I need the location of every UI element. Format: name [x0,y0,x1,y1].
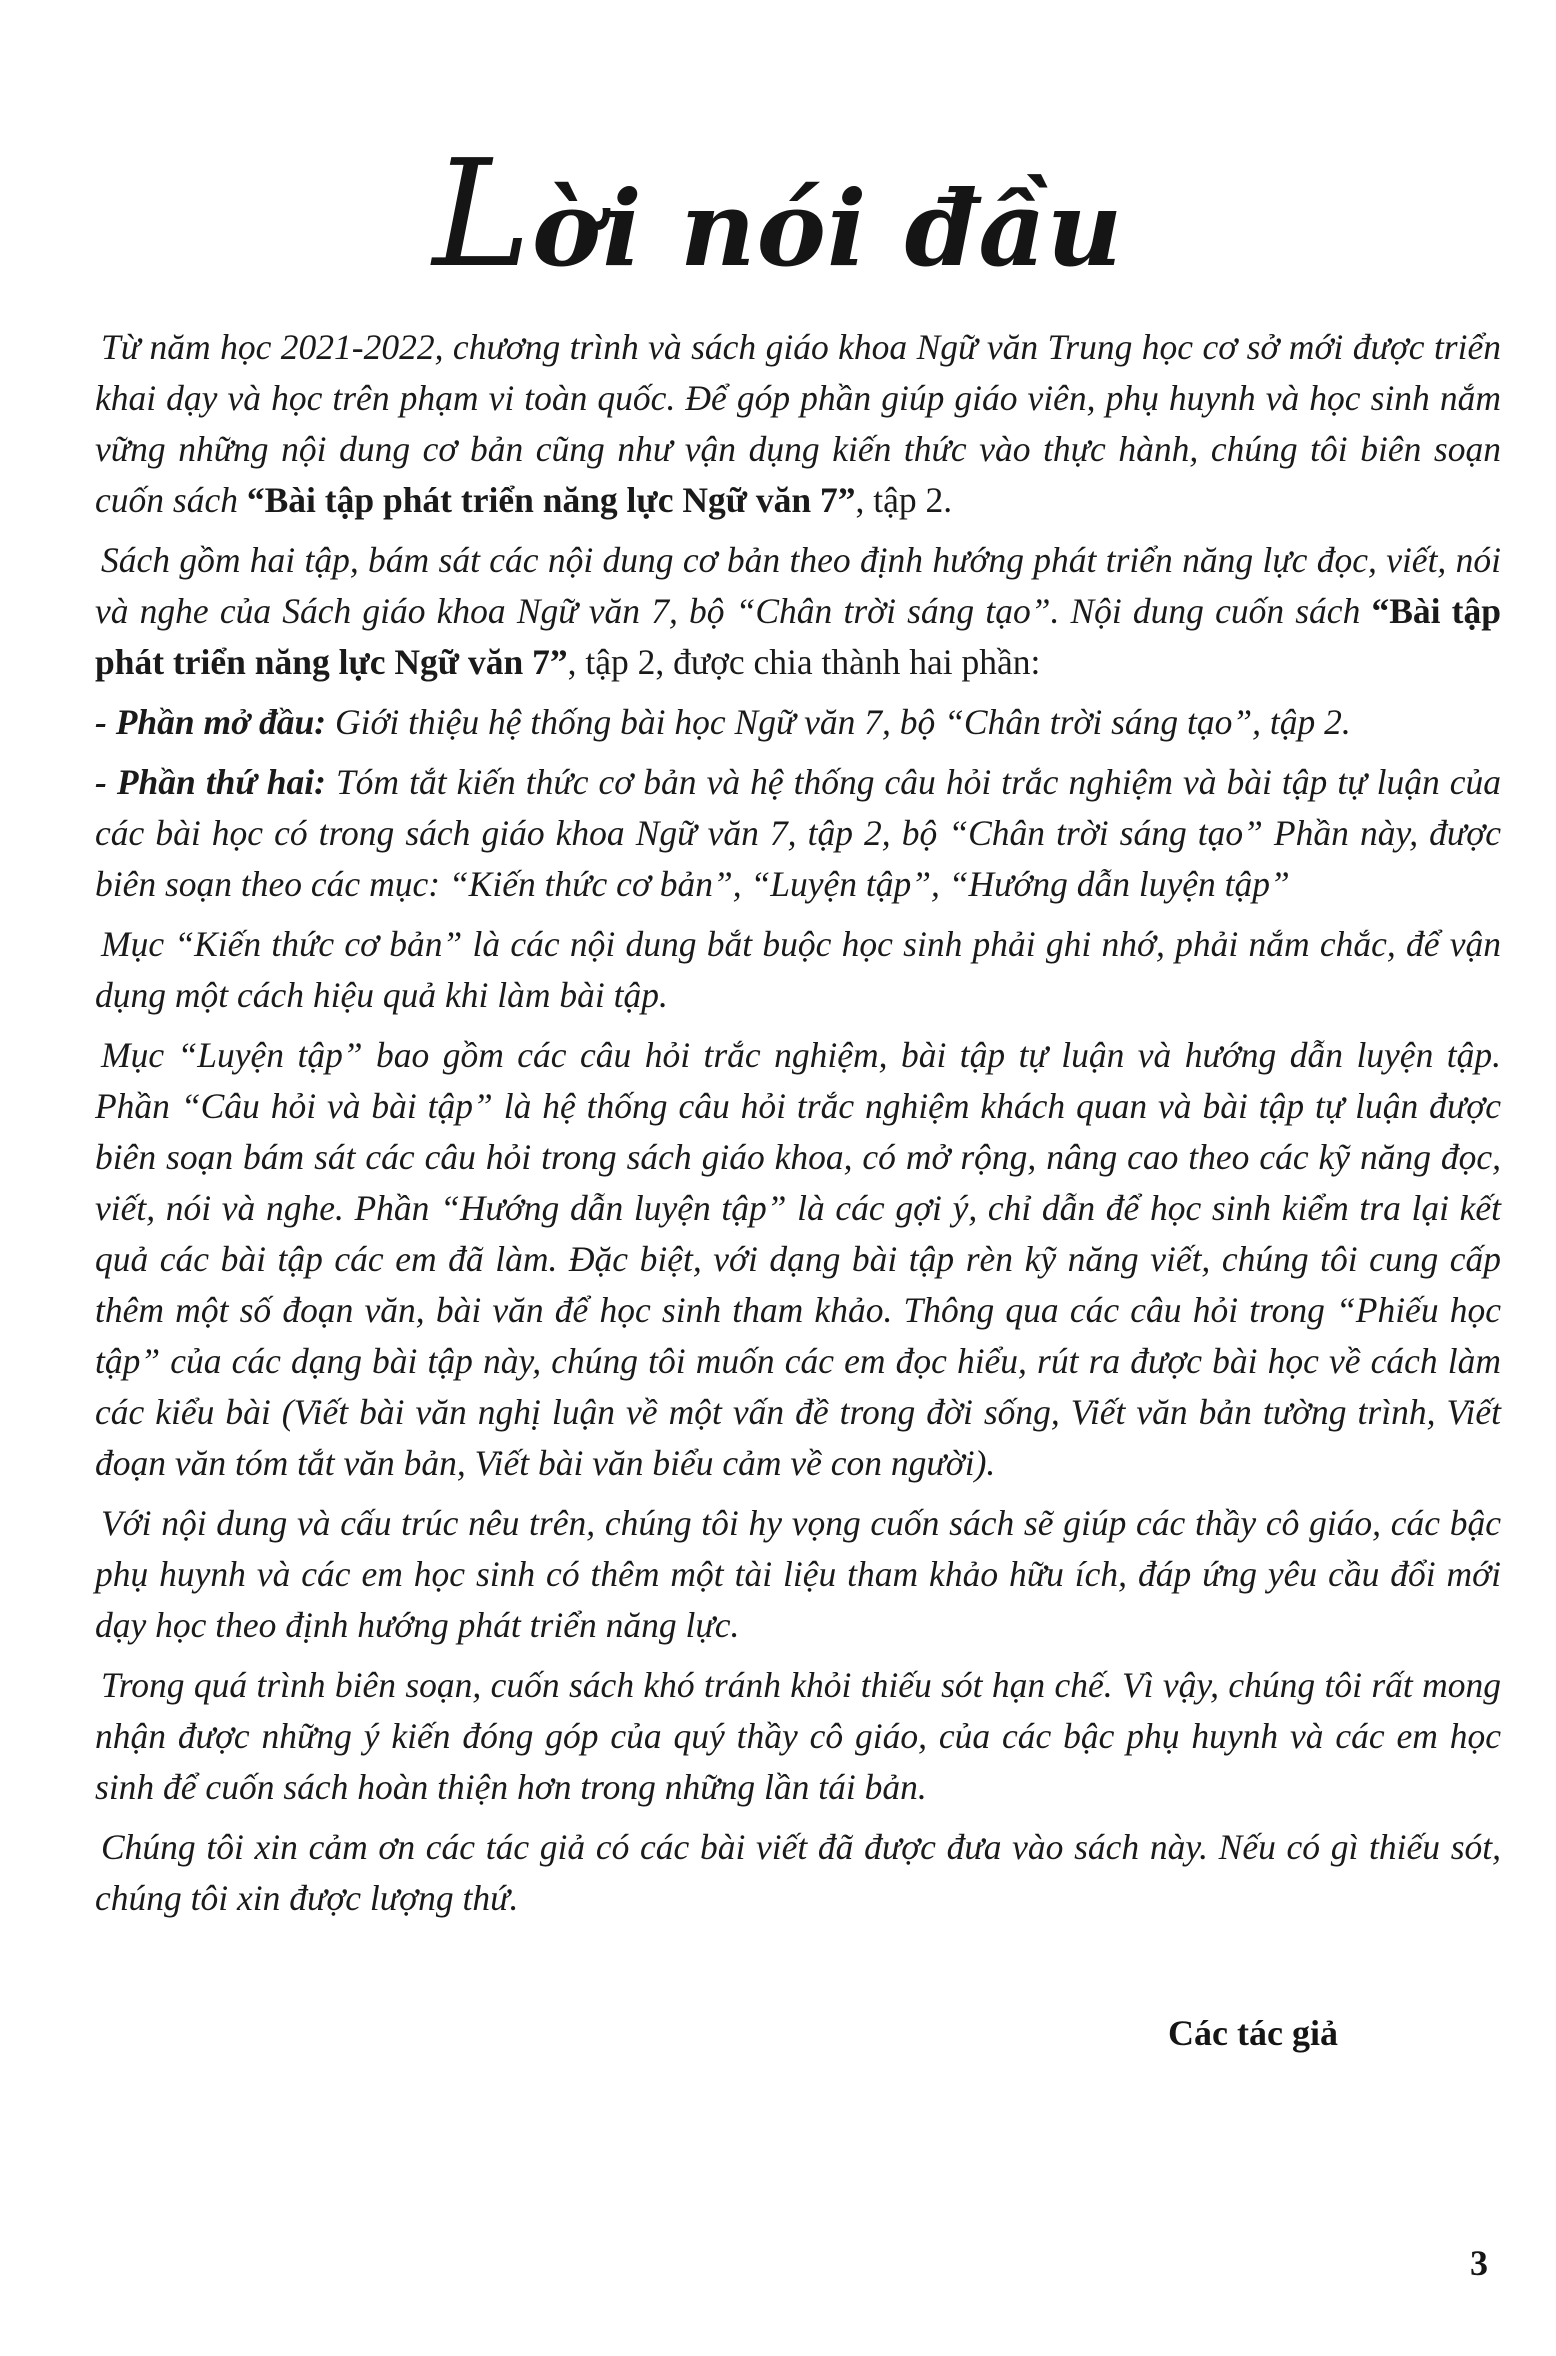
paragraph-text: Giới thiệu hệ thống bài học Ngữ văn 7, bộ “Chân trời sáng tạo”, tập 2. [326,702,1351,742]
title-rest: ời nói đầu [531,167,1124,290]
paragraph-text: Tóm tắt kiến thức cơ bản và hệ thống câu hỏi trắc nghiệm và bài tập tự luận của các bài học có trong sách giáo khoa Ngữ văn 7, tập 2, bộ “Chân trời sáng tạo” Phần này, được biên soạn theo các mục: “Kiến thức cơ bản”, “Luyện tập”, “Hướng dẫn luyện tập” [95,762,1501,904]
part-label: - Phần thứ hai: [95,762,326,802]
paragraph-text: , tập 2, được chia thành hai phần: [567,642,1041,682]
part-label: - Phần mở đầu: [95,702,327,742]
paragraph-part-one [95,697,1501,748]
signature: Các tác giả [1168,2013,1338,2053]
book-title: “Bài tập phát triển năng lực Ngữ văn 7” [95,591,1501,682]
page-number: 3 [1470,2243,1488,2283]
book-title: “Bài tập phát triển năng lực Ngữ văn 7” [246,480,856,520]
paragraph-basic-knowledge: Mục “Kiến thức cơ bản” là các nội dung bắt buộc học sinh phải ghi nhớ, phải nắm chắc, để vận dụng một cách hiệu quả khi làm bài tập. [95,924,1501,1015]
paragraph-thanks: Chúng tôi xin cảm ơn các tác giả có các bài viết đã được đưa vào sách này. Nếu có gì thiếu sót, chúng tôi xin được lượng thứ. [95,1827,1501,1918]
paragraph-hope: Với nội dung và cấu trúc nêu trên, chúng tôi hy vọng cuốn sách sẽ giúp các thầy cô giáo, các bậc phụ huynh và các em học sinh có thêm một tài liệu tham khảo hữu ích, đáp ứng yêu cầu đổi mới dạy học theo định hướng phát triển năng lực. [95,1503,1501,1645]
preface-body [95,322,1501,1933]
paragraph-text: , tập 2. [855,480,953,520]
page-title [0,128,1556,300]
paragraph-text: Từ năm học 2021-2022, chương trình và sách giáo khoa Ngữ văn Trung học cơ sở mới được triển khai dạy và học trên phạm vi toàn quốc. Để góp phần giúp giáo viên, phụ huynh và học sinh nắm vững những nội dung cơ bản cũng như vận dụng kiến thức vào thực hành, chúng tôi biên soạn cuốn sách [95,327,1501,520]
paragraph-feedback: Trong quá trình biên soạn, cuốn sách khó tránh khỏi thiếu sót hạn chế. Vì vậy, chúng tôi rất mong nhận được những ý kiến đóng góp của quý thầy cô giáo, của các bậc phụ huynh và các em học sinh để cuốn sách hoàn thiện hơn trong những lần tái bản. [95,1665,1501,1807]
paragraph-structure [95,535,1501,688]
paragraph-intro [95,322,1501,526]
title-initial: L [432,128,532,300]
paragraph-text: Sách gồm hai tập, bám sát các nội dung cơ bản theo định hướng phát triển năng lực đọc, viết, nói và nghe của Sách giáo khoa Ngữ văn 7, bộ “Chân trời sáng tạo”. Nội dung cuốn sách [95,540,1501,631]
paragraph-practice: Mục “Luyện tập” bao gồm các câu hỏi trắc nghiệm, bài tập tự luận và hướng dẫn luyện tập. Phần “Câu hỏi và bài tập” là hệ thống câu hỏi trắc nghiệm khách quan và bài tập tự luận được biên soạn bám sát các câu hỏi trong sách giáo khoa, có mở rộng, nâng cao theo các kỹ năng đọc, viết, nói và nghe. Phần “Hướng dẫn luyện tập” là các gợi ý, chỉ dẫn để học sinh kiểm tra lại kết quả các bài tập các em đã làm. Đặc biệt, với dạng bài tập rèn kỹ năng viết, chúng tôi cung cấp thêm một số đoạn văn, bài văn để học sinh tham khảo. Thông qua các câu hỏi trong “Phiếu học tập” của các dạng bài tập này, chúng tôi muốn các em đọc hiểu, rút ra được bài học về cách làm các kiểu bài (Viết bài văn nghị luận về một vấn đề trong đời sống, Viết văn bản tường trình, Viết đoạn văn tóm tắt văn bản, Viết bài văn biểu cảm về con người). [95,1035,1501,1483]
paragraph-part-two [95,757,1501,910]
